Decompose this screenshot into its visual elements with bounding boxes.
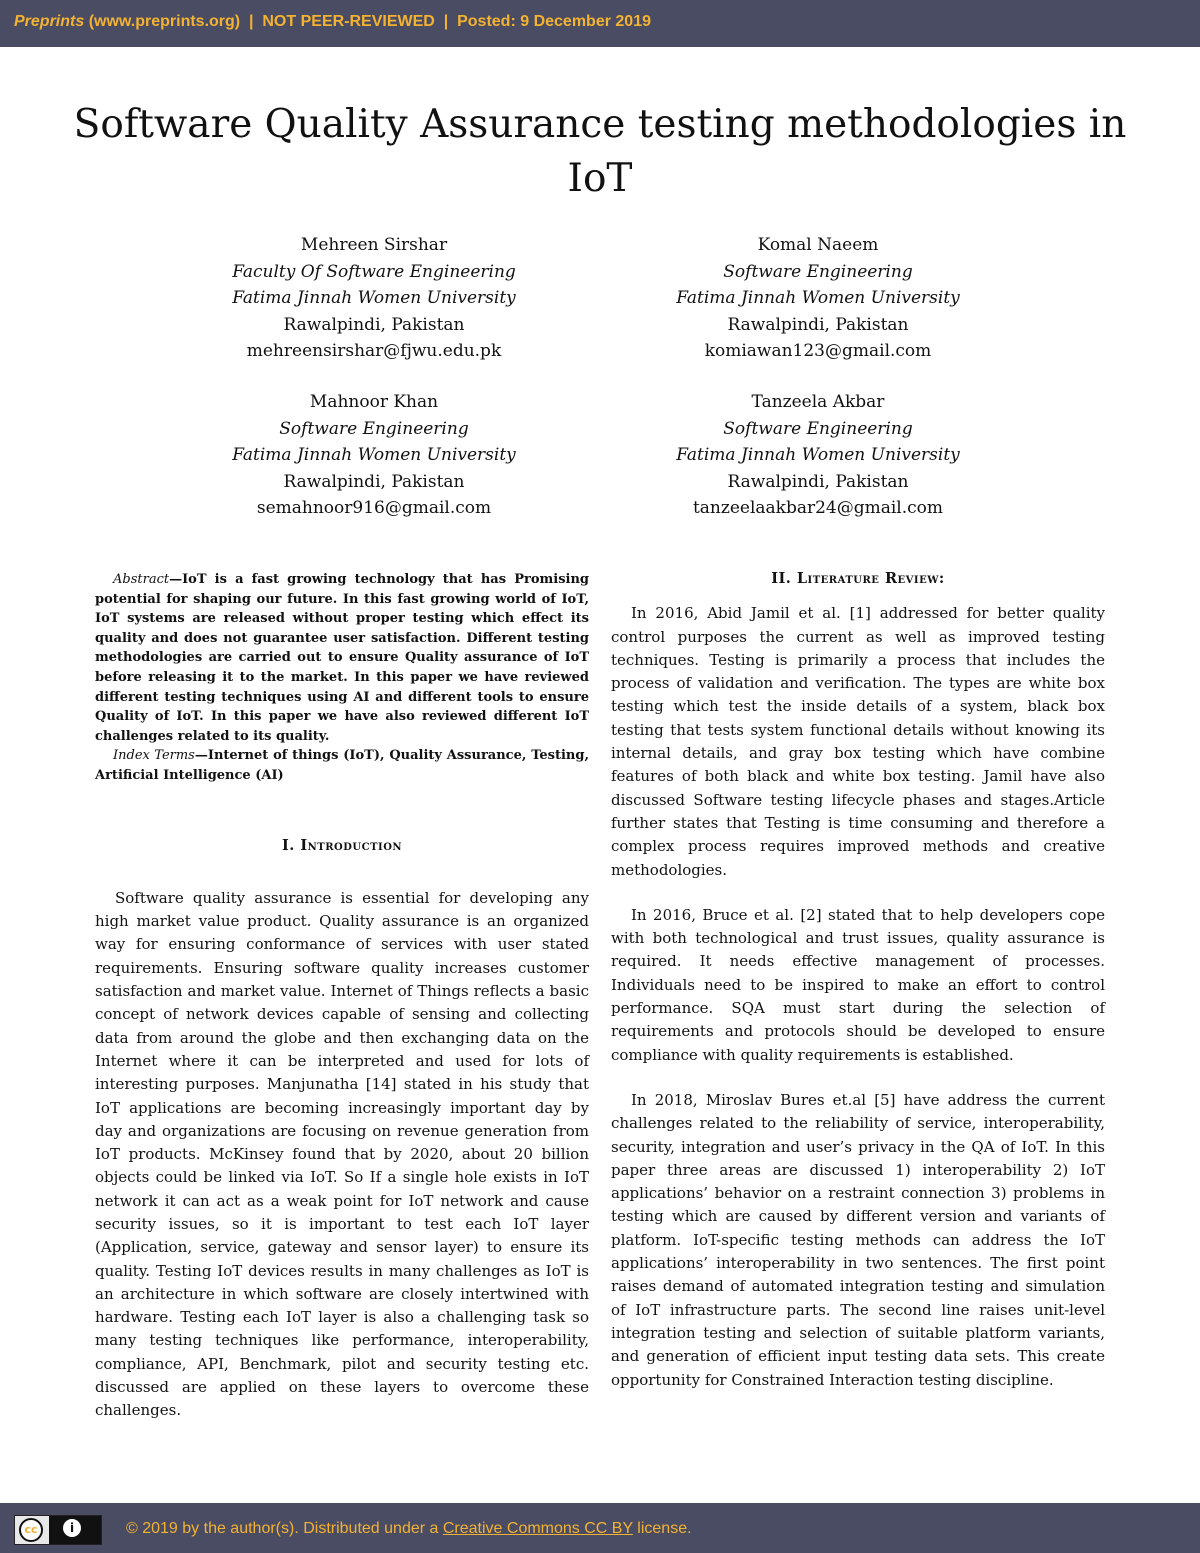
right-column	[611, 567, 1105, 1392]
license-prefix: © 2019 by the author(s). Distributed under a	[126, 1520, 443, 1537]
author-block	[174, 389, 574, 522]
author-block	[174, 232, 574, 365]
badge-by-block	[49, 1516, 101, 1544]
author-block	[618, 389, 1018, 522]
author-name: Mehreen Sirshar	[300, 235, 448, 255]
author-univ: Fatima Jinnah Women University	[232, 288, 516, 308]
author-dept: Software Engineering	[279, 418, 469, 439]
abstract	[95, 570, 589, 786]
author-dept: Software Engineering	[723, 261, 913, 282]
literature-paragraph: In 2018, Miroslav Bures et.al [5] have address the current challenges related to the reliability of service, interoperability, security, integration and user’s privacy in the QA of IoT. In this paper three areas are discussed 1) interoperability 2) IoT applications’ behavior on a restraint connection 3) problems in testing which are caused by different version and variants of platform. IoT-specific testing methods can address the IoT applications’ interoperability in two sentences. The first point raises demand of automated integration testing and simulation of IoT infrastructure parts. The second line raises unit-level integration testing and selection of suitable platform variants, and generation of efficient input testing data sets. This create opportunity for Constrained Interaction testing discipline.	[611, 1090, 1105, 1389]
paper-title: Software Quality Assurance testing methodologies in IoT	[73, 102, 1127, 201]
author-email[interactable]: semahnoor916@gmail.com	[256, 498, 492, 518]
author-name: Tanzeela Akbar	[751, 392, 885, 412]
literature-paragraph: In 2016, Abid Jamil et al. [1] addressed for better quality control purposes the current as well as improved testing techniques. Testing is primarily a process that includes the process of validation and verification. The types are white box testing which test the inside details of a system, black box testing that tests system functional details without knowing its internal details, and gray box testing which have combine features of both black and white box testing. Jamil have also discussed Software testing lifecycle phases and stages.Article further states that Testing is time consuming and therefore a complex process requires improved methods and creative methodologies.	[611, 604, 1105, 879]
author-dept: Faculty Of Software Engineering	[232, 261, 516, 282]
preprint-banner: Preprints (www.preprints.org) | NOT PEER-REVIEWED | Posted: 9 December 2019	[0, 0, 1200, 47]
author-city: Rawalpindi, Pakistan	[283, 471, 465, 492]
cc-by-badge[interactable]	[14, 1515, 102, 1545]
cc-icon: cc	[19, 1518, 43, 1542]
banner-posted: Posted: 9 December 2019	[457, 13, 651, 30]
author-email[interactable]: mehreensirshar@fjwu.edu.pk	[246, 341, 502, 361]
author-univ: Fatima Jinnah Women University	[232, 445, 516, 465]
abstract-label: Abstract	[113, 572, 170, 587]
license-text	[126, 1520, 692, 1538]
author-city: Rawalpindi, Pakistan	[727, 471, 909, 492]
author-city: Rawalpindi, Pakistan	[283, 314, 465, 335]
banner-site[interactable]: Preprints	[14, 13, 85, 30]
author-block	[618, 232, 1018, 365]
license-footer	[0, 1503, 1200, 1553]
author-name: Mahnoor Khan	[309, 392, 439, 412]
author-univ: Fatima Jinnah Women University	[676, 288, 960, 308]
author-univ: Fatima Jinnah Women University	[676, 445, 960, 465]
left-column	[95, 570, 589, 1423]
author-dept: Software Engineering	[723, 418, 913, 439]
license-link[interactable]: Creative Commons CC BY	[442, 1520, 633, 1537]
abstract-text: —IoT is a fast growing technology that has Promising potential for shaping our future. In this fast growing world of IoT, IoT systems are released without proper testing which effect its quality and does not guarantee user satisfaction. Different testing methodologies are carried out to ensure Quality assurance of IoT before releasing it to the market. In this paper we have reviewed different testing techniques using AI and different tools to ensure Quality of IoT. In this paper we have also reviewed different IoT challenges related to its quality.	[95, 572, 589, 744]
license-suffix: license.	[632, 1520, 692, 1537]
introduction-paragraph: Software quality assurance is essential for developing any high market value product. Quality assurance is an organized way for ensuring conformance of services with user stated requirements. Ensuring software quality increases customer satisfaction and market value. Internet of Things reflects a basic concept of network devices capable of sensing and collecting data from around the globe and then exchanging data on the Internet where it can be interpreted and used for lots of interesting purposes. Manjunatha [14] stated in his study that IoT applications are becoming increasingly important day by day and organizations are focusing on revenue generation from IoT products. McKinsey found that by 2020, about 20 billion objects could be linked via IoT. So If a single hole exists in IoT network it can act as a weak point for IoT network and cause security issues, so it is important to test each IoT layer (Application, service, gateway and sensor layer) to ensure its quality. Testing IoT devices results in many challenges as IoT is an architecture in which software are closely intertwined with hardware. Testing each IoT layer is also a challenging task so many testing techniques like performance, interoperability, compliance, API, Benchmark, pilot and security testing etc. discussed are applied on these layers to overcome these challenges.	[95, 888, 589, 1420]
author-email[interactable]: tanzeelaakbar24@gmail.com	[692, 498, 944, 518]
banner-url[interactable]: (www.preprints.org)	[88, 13, 241, 30]
author-city: Rawalpindi, Pakistan	[727, 314, 909, 335]
section-heading-introduction: I. Introduction	[281, 836, 403, 854]
section-heading-literature-review: II. Literature Review:	[771, 570, 945, 587]
index-terms-label: Index Terms	[113, 748, 195, 764]
literature-paragraph: In 2016, Bruce et al. [2] stated that to help developers cope with both technological and trust issues, quality assurance is required. It needs effective management of processes. Individuals need to be inspired to make an effort to control performance. SQA must start during the selection of requirements and protocols should be developed to ensure compliance with quality requirements is established.	[611, 905, 1105, 1064]
index-terms-text: —Internet of things (IoT), Quality Assurance, Testing, Artificial Intelligence (AI)	[95, 748, 589, 783]
attribution-person-icon: i	[63, 1519, 81, 1537]
author-name: Komal Naeem	[757, 235, 879, 255]
author-email[interactable]: komiawan123@gmail.com	[704, 341, 932, 361]
banner-status: NOT PEER-REVIEWED	[262, 13, 435, 30]
